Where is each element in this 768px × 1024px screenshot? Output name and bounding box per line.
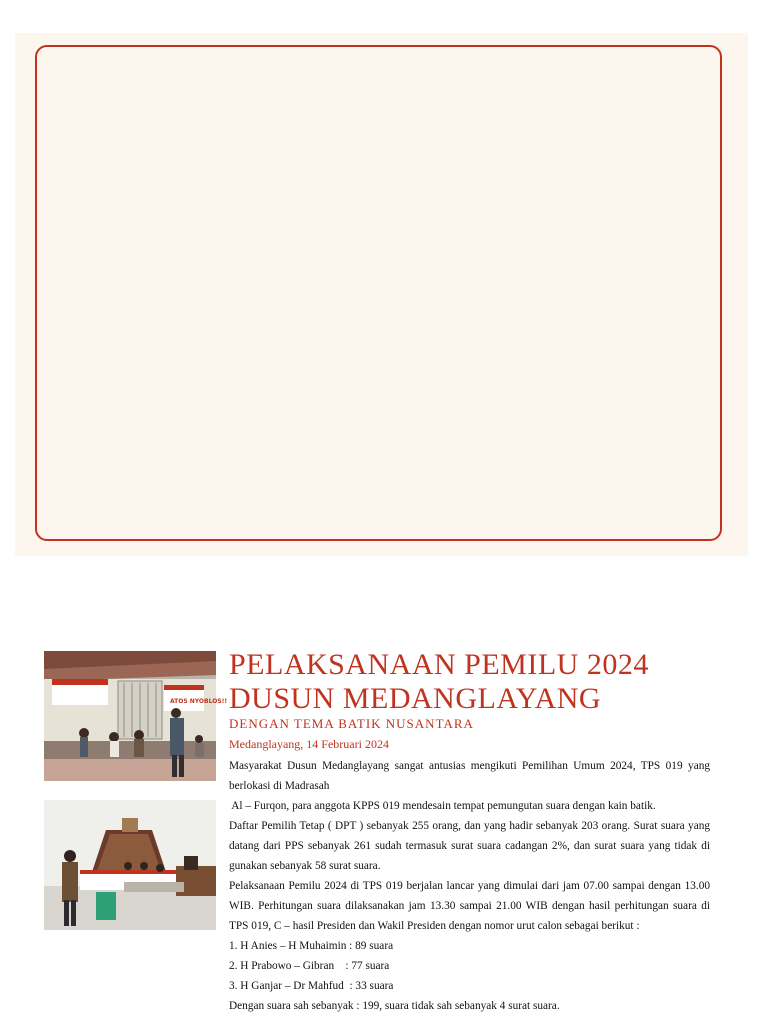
paragraph-intro: Masyarakat Dusun Medanglayang sangat antusias mengikuti Pemilihan Umum 2024, TPS 019 yang berlokasi di Madrasah <box>229 760 710 792</box>
article-subtitle: DENGAN TEMA BATIK NUSANTARA <box>229 716 474 731</box>
photo-voting-batik-interior <box>44 800 216 930</box>
paragraph-location: Al – Furqon, para anggota KPPS 019 mendesain tempat pemungutan suara dengan kain batik. <box>229 800 656 812</box>
photo-polling-station-exterior <box>44 651 228 781</box>
paragraph-dpt: Daftar Pemilih Tetap ( DPT ) sebanyak 255 orang, dan yang hadir sebanyak 203 orang. Surat suara yang datang dari PPS sebanyak 261 sudah termasuk surat suara cadangan 2%, dan surat suara yang tidak di gunakan sebanyak 58 surat suara. <box>229 820 710 872</box>
banner-text: ATOS NYOBLOS!! <box>170 698 228 705</box>
article-dateline: Medanglayang, 14 Februari 2024 <box>229 737 389 751</box>
article-title-line1: PELAKSANAAN PEMILU 2024 <box>229 648 649 681</box>
result-item-3: 3. H Ganjar – Dr Mahfud : 33 suara <box>229 980 394 992</box>
result-item-2: 2. H Prabowo – Gibran : 77 suara <box>229 960 390 972</box>
result-item-1: 1. H Anies – H Muhaimin : 89 suara <box>229 940 394 952</box>
paragraph-schedule: Pelaksanaan Pemilu 2024 di TPS 019 berjalan lancar yang dimulai dari jam 07.00 sampai dengan 13.00 WIB. Perhitungan suara dilaksanakan jam 13.30 sampai 21.00 WIB dengan hasil perhitungan suara di TPS 019, C – hasil Presiden dan Wakil Presiden dengan nomor urut calon sebagai berikut : <box>229 880 710 932</box>
article-body <box>229 756 710 1016</box>
header-frame <box>35 45 722 541</box>
paragraph-valid-votes: Dengan suara sah sebanyak : 199, suara tidak sah sebanyak 4 surat suara. <box>229 1000 560 1012</box>
article-title-line2: DUSUN MEDANGLAYANG <box>229 682 602 715</box>
article-title <box>229 648 729 716</box>
